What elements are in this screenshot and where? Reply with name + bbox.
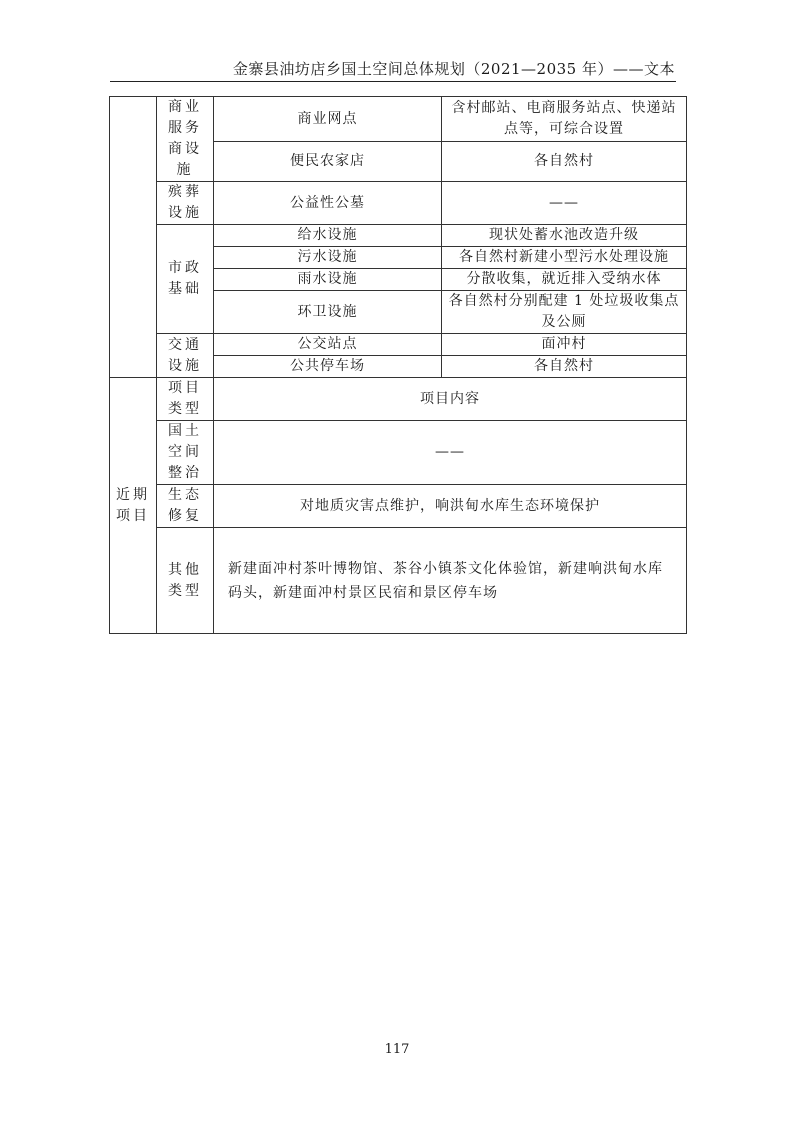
project-content-cell: 新建面冲村茶叶博物馆、茶谷小镇茶文化体验馆，新建响洪甸水库码头，新建面冲村景区民宿和景区停车场 bbox=[214, 528, 687, 634]
project-type-cell: 项目类型 bbox=[157, 378, 214, 421]
item-cell: 污水设施 bbox=[214, 247, 442, 269]
item-cell: 便民农家店 bbox=[214, 142, 442, 182]
content-cell: —— bbox=[442, 182, 687, 225]
table-row bbox=[110, 225, 687, 247]
content-cell: 各自然村新建小型污水处理设施 bbox=[442, 247, 687, 269]
category-cell: 交通设施 bbox=[157, 334, 214, 378]
table-row bbox=[110, 97, 687, 142]
near-term-label: 近期项目 bbox=[110, 378, 157, 634]
item-cell: 环卫设施 bbox=[214, 291, 442, 334]
page-header: 金寨县油坊店乡国土空间总体规划（2021—2035 年）——文本 bbox=[232, 60, 675, 78]
category-cell: 市政基础 bbox=[157, 225, 214, 334]
planning-table bbox=[109, 96, 687, 634]
category-cell: 殡葬设施 bbox=[157, 182, 214, 225]
content-cell: 各自然村分别配建 1 处垃圾收集点及公厕 bbox=[442, 291, 687, 334]
content-cell: 各自然村 bbox=[442, 356, 687, 378]
project-type-cell: 生态修复 bbox=[157, 485, 214, 528]
item-cell: 公交站点 bbox=[214, 334, 442, 356]
content-cell: 现状处蓄水池改造升级 bbox=[442, 225, 687, 247]
table-row bbox=[110, 334, 687, 356]
project-content-cell: 对地质灾害点维护，响洪甸水库生态环境保护 bbox=[214, 485, 687, 528]
item-cell: 公共停车场 bbox=[214, 356, 442, 378]
content-cell: 面冲村 bbox=[442, 334, 687, 356]
table-row bbox=[110, 421, 687, 485]
project-type-cell: 国土空间整治 bbox=[157, 421, 214, 485]
project-content-cell: —— bbox=[214, 421, 687, 485]
content-cell: 分散收集，就近排入受纳水体 bbox=[442, 269, 687, 291]
category-cell: 商业服务商设施 bbox=[157, 97, 214, 182]
content-cell: 含村邮站、电商服务站点、快递站点等，可综合设置 bbox=[442, 97, 687, 142]
project-content-cell: 项目内容 bbox=[214, 378, 687, 421]
table-row bbox=[110, 528, 687, 634]
group-cell-blank bbox=[110, 97, 157, 378]
header-rule bbox=[110, 81, 676, 82]
content-cell: 各自然村 bbox=[442, 142, 687, 182]
table-row bbox=[110, 485, 687, 528]
item-cell: 给水设施 bbox=[214, 225, 442, 247]
item-cell: 商业网点 bbox=[214, 97, 442, 142]
table-row bbox=[110, 182, 687, 225]
item-cell: 雨水设施 bbox=[214, 269, 442, 291]
table-row bbox=[110, 378, 687, 421]
page-number: 117 bbox=[384, 1042, 410, 1057]
project-type-cell: 其他类型 bbox=[157, 528, 214, 634]
item-cell: 公益性公墓 bbox=[214, 182, 442, 225]
